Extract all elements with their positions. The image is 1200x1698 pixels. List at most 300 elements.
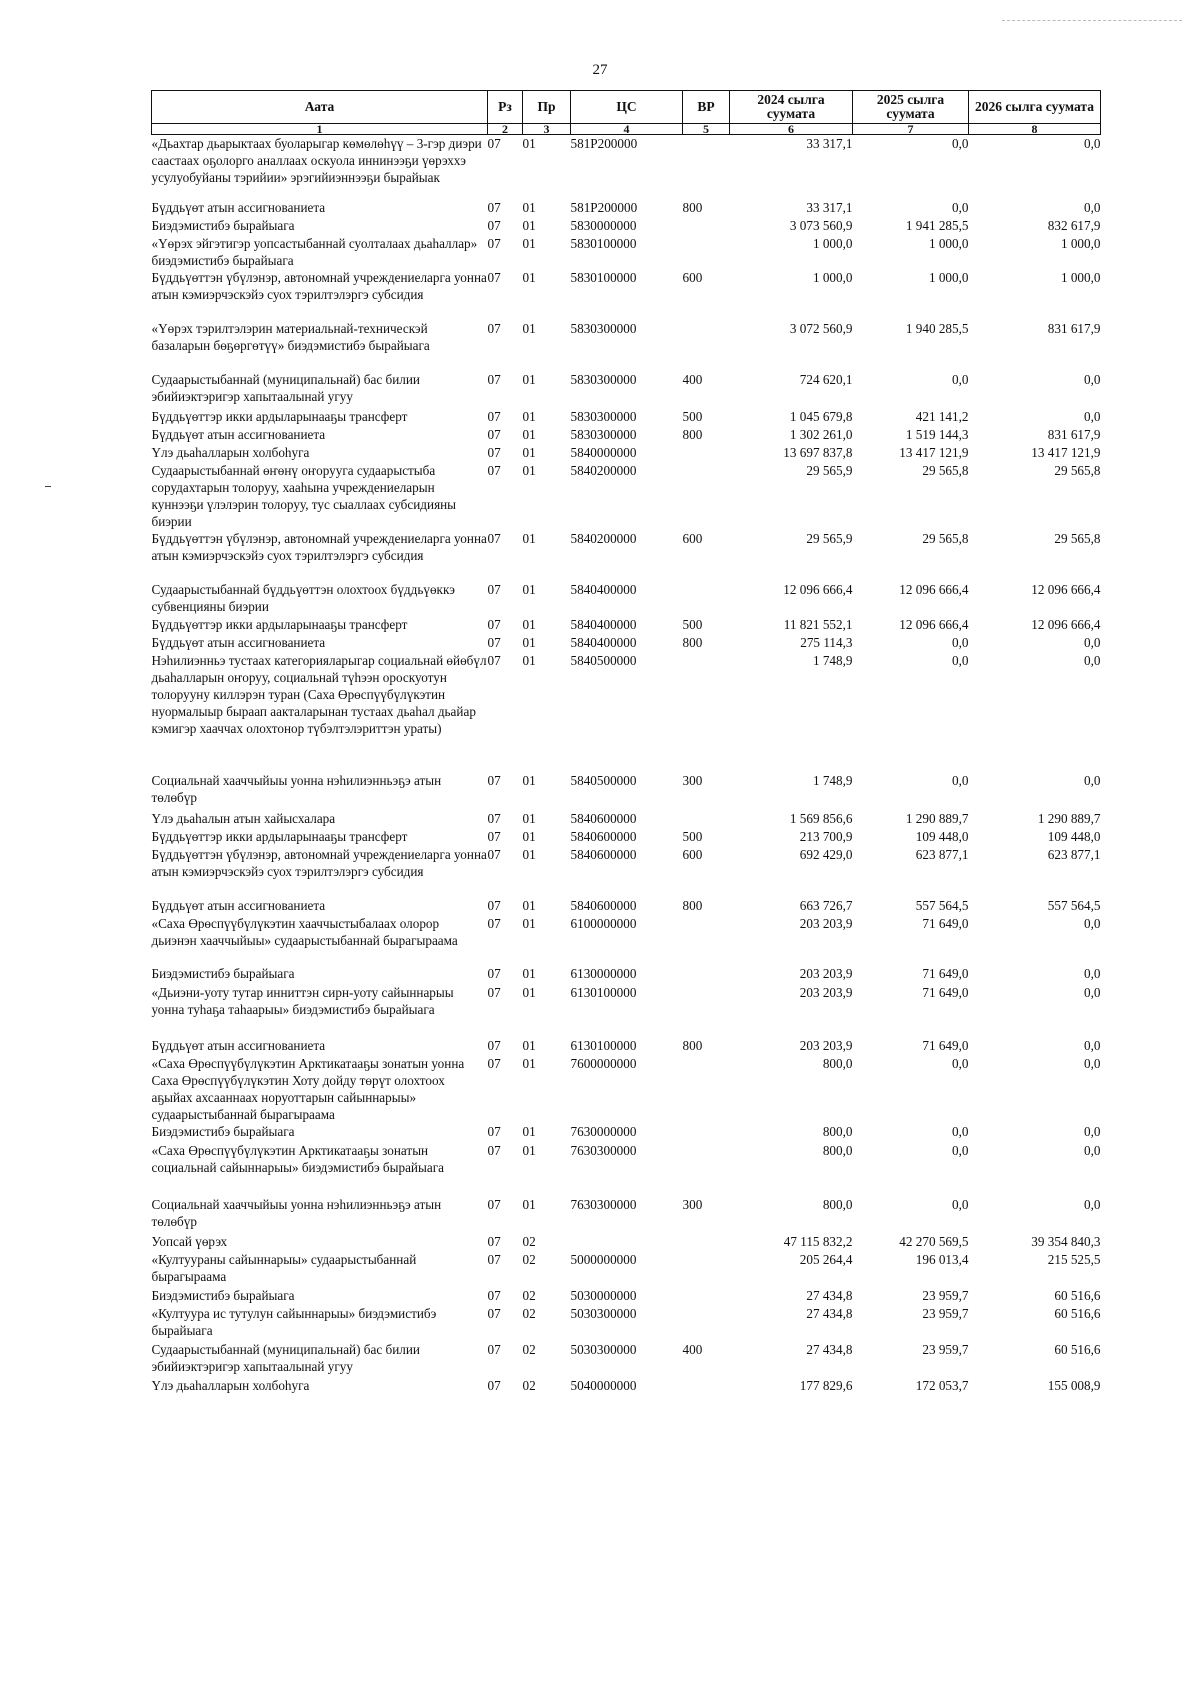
row-amount-2026: 1 290 889,7 bbox=[1037, 810, 1101, 826]
row-vr: 500 bbox=[682, 616, 703, 632]
row-amount-2025: 1 940 285,5 bbox=[905, 320, 969, 336]
row-name: «Үөрэх эйгэтигэр уопсастыбаннай суолталаах дьаһаллар» биэдэмистибэ бырайыага bbox=[151, 235, 478, 268]
row-rz: 07 bbox=[487, 371, 501, 387]
row-pr: 01 bbox=[522, 1142, 536, 1158]
row-rz: 07 bbox=[487, 772, 501, 788]
row-name: Судаарыстыбаннай өҥөнү оҥорууга судаарыстыба сорудахтарын толоруу, хааһына учреждениеларын куннээҕи үлэлэрин толоруу, тус сыаллаах субсидияны биэрии bbox=[151, 462, 457, 529]
row-cs: 5030300000 bbox=[570, 1341, 637, 1357]
row-amount-2025: 0,0 bbox=[952, 136, 969, 151]
row-name: «Култуура ис тутулун сайыннарыы» биэдэмистибэ бырайыага bbox=[151, 1305, 437, 1338]
row-amount-2025: 0,0 bbox=[952, 371, 969, 387]
table-row bbox=[152, 1287, 1101, 1305]
row-name: Биэдэмистибэ бырайыага bbox=[151, 1287, 295, 1303]
col-number: 6 bbox=[730, 124, 853, 135]
row-amount-2025: 71 649,0 bbox=[922, 965, 969, 981]
col-header-name: Аата bbox=[152, 91, 488, 124]
row-amount-2026: 0,0 bbox=[1084, 199, 1101, 215]
row-vr bbox=[683, 1305, 730, 1341]
row-rz: 07 bbox=[487, 217, 501, 233]
row-pr: 02 bbox=[522, 1341, 536, 1357]
row-amount-2025: 0,0 bbox=[952, 1196, 969, 1212]
table-row bbox=[152, 235, 1101, 269]
row-pr: 01 bbox=[522, 1123, 536, 1139]
row-cs: 7600000000 bbox=[570, 1055, 637, 1071]
table-row bbox=[152, 915, 1101, 965]
row-rz: 07 bbox=[487, 235, 501, 251]
row-amount-2026: 12 096 666,4 bbox=[1031, 581, 1101, 597]
row-amount-2024: 1 045 679,8 bbox=[789, 408, 853, 424]
row-name: Бүддьүөттэн үбүлэнэр, автономнай учреждениеларга уонна атын кэмиэрчэскэйэ суох тэрилтэлэргэ субсидия bbox=[151, 269, 487, 302]
row-cs: 7630300000 bbox=[570, 1142, 637, 1158]
col-header-rz: Рз bbox=[488, 91, 523, 124]
page-number: 27 bbox=[592, 62, 608, 78]
table-row bbox=[152, 828, 1101, 846]
row-name: Үлэ дьаһалларын холбоһуга bbox=[151, 444, 310, 460]
row-vr: 600 bbox=[682, 530, 703, 546]
row-name: Судаарыстыбаннай (муниципальнай) бас билии эбийиэктэригэр хапытаалынай угуу bbox=[151, 371, 420, 404]
budget-table bbox=[151, 90, 1101, 1395]
column-number-row bbox=[152, 124, 1101, 135]
row-vr bbox=[683, 652, 730, 772]
row-name: Биэдэмистибэ бырайыага bbox=[151, 1123, 295, 1139]
row-amount-2025: 0,0 bbox=[952, 772, 969, 788]
table-row bbox=[152, 426, 1101, 444]
row-amount-2025: 42 270 569,5 bbox=[899, 1233, 969, 1249]
row-pr: 01 bbox=[522, 444, 536, 460]
row-amount-2025: 12 096 666,4 bbox=[899, 616, 969, 632]
row-pr: 01 bbox=[522, 652, 536, 668]
table-row bbox=[152, 199, 1101, 217]
table-row bbox=[152, 1055, 1101, 1123]
row-name: Социальнай хааччыйыы уонна нэһилиэнньэҕэ атын төлөбүр bbox=[151, 1196, 442, 1229]
table-row bbox=[152, 810, 1101, 828]
row-amount-2026: 0,0 bbox=[1084, 408, 1101, 424]
row-amount-2026: 60 516,6 bbox=[1054, 1341, 1101, 1357]
row-vr bbox=[683, 320, 730, 371]
row-name: Бүддьүөттэр икки ардыларынааҕы трансферт bbox=[151, 408, 408, 424]
row-pr: 01 bbox=[522, 828, 536, 844]
row-amount-2025: 172 053,7 bbox=[915, 1377, 969, 1393]
row-amount-2026: 29 565,8 bbox=[1054, 530, 1101, 546]
row-cs: 6100000000 bbox=[570, 915, 637, 931]
col-header-2024: 2024 сылга суумата bbox=[730, 91, 853, 124]
col-header-2026: 2026 сылга суумата bbox=[969, 91, 1101, 124]
row-cs: 7630000000 bbox=[570, 1123, 637, 1139]
row-amount-2025: 109 448,0 bbox=[915, 828, 969, 844]
row-cs: 5840200000 bbox=[570, 462, 637, 478]
row-rz: 07 bbox=[487, 320, 501, 336]
row-name: Үлэ дьаһалын атын хайысхалара bbox=[151, 810, 336, 826]
row-pr: 01 bbox=[522, 320, 536, 336]
row-name: Бүддьүөт атын ассигнованиета bbox=[151, 199, 326, 215]
row-amount-2024: 177 829,6 bbox=[799, 1377, 853, 1393]
row-name: «Дьиэни-уоту тутар инниттэн сирн-уоту сайыннарыы уонна туһаҕа таһаарыы» биэдэмистибэ бырайыага bbox=[151, 984, 454, 1017]
row-pr: 01 bbox=[522, 235, 536, 251]
row-amount-2025: 1 519 144,3 bbox=[905, 426, 969, 442]
row-amount-2025: 23 959,7 bbox=[922, 1287, 969, 1303]
table-row bbox=[152, 965, 1101, 984]
row-vr bbox=[683, 135, 730, 199]
row-cs: 581P200000 bbox=[570, 136, 638, 151]
row-rz: 07 bbox=[487, 1251, 501, 1267]
table-row bbox=[152, 772, 1101, 810]
row-amount-2024: 203 203,9 bbox=[799, 984, 853, 1000]
col-number: 5 bbox=[683, 124, 730, 135]
row-name: Үлэ дьаһалларын холбоһуга bbox=[151, 1377, 310, 1393]
row-name: Судаарыстыбаннай (муниципальнай) бас билии эбийиэктэригэр хапытаалынай угуу bbox=[151, 1341, 420, 1374]
col-header-vr: ВР bbox=[683, 91, 730, 124]
table-row bbox=[152, 581, 1101, 616]
row-amount-2025: 0,0 bbox=[952, 634, 969, 650]
row-name: Судаарыстыбаннай бүддьүөттэн олохтоох бүддьүөккэ субвенцияны биэрии bbox=[151, 581, 455, 614]
row-amount-2025: 1 000,0 bbox=[928, 235, 969, 251]
row-amount-2024: 1 302 261,0 bbox=[789, 426, 853, 442]
row-pr: 01 bbox=[522, 772, 536, 788]
row-amount-2024: 1 748,9 bbox=[812, 772, 853, 788]
row-vr: 600 bbox=[682, 269, 703, 285]
row-pr: 01 bbox=[522, 897, 536, 913]
row-name: Бүддьүөт атын ассигнованиета bbox=[151, 897, 326, 913]
row-amount-2026: 0,0 bbox=[1084, 772, 1101, 788]
row-cs: 5830300000 bbox=[570, 371, 637, 387]
table-row bbox=[152, 530, 1101, 581]
row-amount-2025: 71 649,0 bbox=[922, 984, 969, 1000]
row-amount-2026: 29 565,8 bbox=[1054, 462, 1101, 478]
row-amount-2026: 623 877,1 bbox=[1047, 846, 1101, 862]
row-amount-2024: 29 565,9 bbox=[806, 462, 853, 478]
row-amount-2025: 0,0 bbox=[952, 199, 969, 215]
row-pr: 02 bbox=[522, 1251, 536, 1267]
row-name: Бүддьүөт атын ассигнованиета bbox=[151, 634, 326, 650]
row-vr bbox=[683, 581, 730, 616]
row-cs: 5840400000 bbox=[570, 634, 637, 650]
table-row bbox=[152, 217, 1101, 235]
row-pr: 01 bbox=[522, 371, 536, 387]
row-vr: 500 bbox=[682, 828, 703, 844]
row-amount-2024: 11 821 552,1 bbox=[783, 616, 853, 632]
row-amount-2026: 0,0 bbox=[1084, 1037, 1101, 1053]
table-row bbox=[152, 897, 1101, 915]
row-vr: 300 bbox=[682, 1196, 703, 1212]
col-number: 4 bbox=[571, 124, 683, 135]
row-amount-2024: 33 317,1 bbox=[806, 199, 853, 215]
row-name: Нэһилиэнньэ тустаах категорияларыгар социальнай өйөбүл дьаһалларын оҥоруу, социальнай түһээн ороскуотун толорууну киллэрэн туран (Саха Өрөспүүбүлүкэтин нуормалыыр быраап аакталарынан тустаах дьаһал дьайар кэмигэр хааччах олохтонор түбэлтэлэриттэн ураты) bbox=[151, 652, 487, 736]
row-cs: 5840600000 bbox=[570, 897, 637, 913]
row-rz: 07 bbox=[487, 408, 501, 424]
row-cs: 5840600000 bbox=[570, 846, 637, 862]
row-rz: 07 bbox=[487, 1287, 501, 1303]
row-amount-2024: 205 264,4 bbox=[799, 1251, 853, 1267]
col-header-pr: Пр bbox=[523, 91, 571, 124]
row-rz: 07 bbox=[487, 915, 501, 931]
row-pr: 02 bbox=[522, 1287, 536, 1303]
row-amount-2025: 0,0 bbox=[952, 1142, 969, 1158]
row-name: Биэдэмистибэ бырайыага bbox=[151, 217, 295, 233]
row-amount-2024: 1 748,9 bbox=[812, 652, 853, 668]
row-amount-2026: 0,0 bbox=[1084, 634, 1101, 650]
row-amount-2026: 557 564,5 bbox=[1047, 897, 1101, 913]
row-cs: 5030000000 bbox=[570, 1287, 637, 1303]
row-amount-2024: 800,0 bbox=[822, 1142, 853, 1158]
row-amount-2026: 0,0 bbox=[1084, 915, 1101, 931]
row-pr: 01 bbox=[522, 217, 536, 233]
row-cs bbox=[571, 1233, 683, 1251]
table-row bbox=[152, 1377, 1101, 1395]
row-amount-2026: 0,0 bbox=[1084, 652, 1101, 668]
row-cs: 5830300000 bbox=[570, 426, 637, 442]
row-cs: 5830100000 bbox=[570, 235, 637, 251]
row-rz: 07 bbox=[487, 1305, 501, 1321]
row-cs: 6130100000 bbox=[570, 984, 637, 1000]
row-rz: 07 bbox=[487, 530, 501, 546]
row-pr: 01 bbox=[522, 530, 536, 546]
row-pr: 01 bbox=[522, 426, 536, 442]
row-cs: 5840000000 bbox=[570, 444, 637, 460]
row-amount-2024: 800,0 bbox=[822, 1055, 853, 1071]
row-pr: 01 bbox=[522, 1196, 536, 1212]
row-amount-2025: 0,0 bbox=[952, 1123, 969, 1139]
row-pr: 01 bbox=[522, 581, 536, 597]
table-row bbox=[152, 408, 1101, 426]
row-amount-2024: 275 114,3 bbox=[800, 634, 853, 650]
row-cs: 6130000000 bbox=[570, 965, 637, 981]
row-pr: 01 bbox=[522, 462, 536, 478]
row-amount-2026: 831 617,9 bbox=[1047, 320, 1101, 336]
col-header-2025: 2025 сылга суумата bbox=[853, 91, 969, 124]
row-amount-2025: 623 877,1 bbox=[915, 846, 969, 862]
table-row bbox=[152, 616, 1101, 634]
table-row bbox=[152, 984, 1101, 1037]
row-rz: 07 bbox=[487, 652, 501, 668]
row-rz: 07 bbox=[487, 199, 501, 215]
row-amount-2025: 13 417 121,9 bbox=[899, 444, 969, 460]
row-amount-2026: 0,0 bbox=[1084, 1055, 1101, 1071]
row-rz: 07 bbox=[487, 897, 501, 913]
row-amount-2024: 29 565,9 bbox=[806, 530, 853, 546]
row-vr bbox=[683, 1142, 730, 1196]
table-row bbox=[152, 846, 1101, 897]
row-cs: 7630300000 bbox=[570, 1196, 637, 1212]
row-name: Бүддьүөттэн үбүлэнэр, автономнай учреждениеларга уонна атын кэмиэрчэскэйэ суох тэрилтэлэргэ субсидия bbox=[151, 846, 487, 879]
row-amount-2024: 203 203,9 bbox=[799, 915, 853, 931]
row-amount-2024: 27 434,8 bbox=[806, 1287, 853, 1303]
row-cs: 5830300000 bbox=[570, 320, 637, 336]
row-name: Бүддьүөт атын ассигнованиета bbox=[151, 426, 326, 442]
row-cs: 5840600000 bbox=[570, 810, 637, 826]
table-row bbox=[152, 1341, 1101, 1377]
row-pr: 01 bbox=[522, 984, 536, 1000]
row-vr: 800 bbox=[682, 897, 703, 913]
row-cs: 5830100000 bbox=[570, 269, 637, 285]
row-rz: 07 bbox=[487, 846, 501, 862]
table-row bbox=[152, 652, 1101, 772]
row-vr: 600 bbox=[682, 846, 703, 862]
row-pr: 01 bbox=[522, 846, 536, 862]
row-pr: 01 bbox=[522, 616, 536, 632]
row-vr bbox=[683, 915, 730, 965]
row-rz: 07 bbox=[487, 616, 501, 632]
row-pr: 01 bbox=[522, 965, 536, 981]
row-amount-2026: 39 354 840,3 bbox=[1031, 1233, 1101, 1249]
row-amount-2025: 0,0 bbox=[952, 1055, 969, 1071]
row-vr bbox=[683, 1123, 730, 1142]
row-amount-2026: 831 617,9 bbox=[1047, 426, 1101, 442]
table-row bbox=[152, 1142, 1101, 1196]
row-amount-2026: 12 096 666,4 bbox=[1031, 616, 1101, 632]
scan-margin-mark bbox=[45, 486, 51, 487]
table-row bbox=[152, 1123, 1101, 1142]
row-amount-2024: 213 700,9 bbox=[799, 828, 853, 844]
row-rz: 07 bbox=[487, 1341, 501, 1357]
row-cs: 5830000000 bbox=[570, 217, 637, 233]
row-cs: 5040000000 bbox=[570, 1377, 637, 1393]
col-number: 1 bbox=[152, 124, 488, 135]
row-amount-2026: 215 525,5 bbox=[1047, 1251, 1101, 1267]
row-amount-2026: 832 617,9 bbox=[1047, 217, 1101, 233]
row-rz: 07 bbox=[487, 1142, 501, 1158]
row-cs: 581P200000 bbox=[570, 199, 638, 215]
row-vr bbox=[683, 217, 730, 235]
row-rz: 07 bbox=[487, 1377, 501, 1393]
row-pr: 02 bbox=[522, 1305, 536, 1321]
row-vr bbox=[683, 235, 730, 269]
table-body bbox=[152, 135, 1101, 1395]
row-rz: 07 bbox=[487, 634, 501, 650]
row-amount-2026: 0,0 bbox=[1084, 1196, 1101, 1212]
row-pr: 01 bbox=[522, 1037, 536, 1053]
row-amount-2025: 12 096 666,4 bbox=[899, 581, 969, 597]
col-number: 8 bbox=[969, 124, 1101, 135]
row-pr: 01 bbox=[522, 136, 536, 151]
col-number: 3 bbox=[523, 124, 571, 135]
row-amount-2025: 23 959,7 bbox=[922, 1305, 969, 1321]
row-amount-2026: 0,0 bbox=[1084, 136, 1101, 151]
table-row bbox=[152, 444, 1101, 462]
row-amount-2025: 0,0 bbox=[952, 652, 969, 668]
row-rz: 07 bbox=[487, 965, 501, 981]
row-amount-2024: 3 073 560,9 bbox=[789, 217, 853, 233]
row-amount-2024: 1 000,0 bbox=[812, 269, 853, 285]
row-amount-2024: 203 203,9 bbox=[799, 1037, 853, 1053]
row-amount-2026: 13 417 121,9 bbox=[1031, 444, 1101, 460]
row-amount-2026: 109 448,0 bbox=[1047, 828, 1101, 844]
row-pr: 01 bbox=[522, 269, 536, 285]
row-amount-2026: 155 008,9 bbox=[1047, 1377, 1101, 1393]
row-name: «Саха Өрөспүүбүлүкэтин Арктикатааҕы зонатын социальнай сайыннарыы» биэдэмистибэ бырайыага bbox=[151, 1142, 444, 1175]
row-amount-2026: 0,0 bbox=[1084, 1142, 1101, 1158]
row-pr: 01 bbox=[522, 1055, 536, 1071]
row-vr bbox=[683, 444, 730, 462]
row-rz: 07 bbox=[487, 581, 501, 597]
row-pr: 02 bbox=[522, 1377, 536, 1393]
table-row bbox=[152, 1233, 1101, 1251]
row-name: Бүддьүөттэр икки ардыларынааҕы трансферт bbox=[151, 828, 408, 844]
row-rz: 07 bbox=[487, 828, 501, 844]
table-row bbox=[152, 1251, 1101, 1287]
row-amount-2024: 203 203,9 bbox=[799, 965, 853, 981]
row-cs: 5840400000 bbox=[570, 616, 637, 632]
row-amount-2026: 1 000,0 bbox=[1060, 235, 1101, 251]
row-rz: 07 bbox=[487, 984, 501, 1000]
row-vr bbox=[683, 1251, 730, 1287]
row-amount-2024: 1 569 856,6 bbox=[789, 810, 853, 826]
row-amount-2024: 27 434,8 bbox=[806, 1305, 853, 1321]
table-row bbox=[152, 634, 1101, 652]
row-cs: 5830300000 bbox=[570, 408, 637, 424]
row-vr bbox=[683, 984, 730, 1037]
row-cs: 5840200000 bbox=[570, 530, 637, 546]
row-rz: 07 bbox=[487, 1233, 501, 1249]
row-rz: 07 bbox=[487, 269, 501, 285]
row-name: «Дьахтар дьарыктаах буоларыгар көмөлөһүү – 3-гэр диэри саастаах оҕолорго аналлаах оскуола иннинээҕи үөрэххэ усулуобуйаны тэрийии» эрэгийиэннээҕи бырайыак bbox=[151, 136, 482, 185]
row-amount-2025: 196 013,4 bbox=[915, 1251, 969, 1267]
table-row bbox=[152, 320, 1101, 371]
row-name: Бүддьүөт атын ассигнованиета bbox=[151, 1037, 326, 1053]
row-vr: 300 bbox=[682, 772, 703, 788]
row-rz: 07 bbox=[487, 444, 501, 460]
row-vr bbox=[683, 810, 730, 828]
row-amount-2025: 1 000,0 bbox=[928, 269, 969, 285]
row-amount-2025: 1 290 889,7 bbox=[905, 810, 969, 826]
row-pr: 02 bbox=[522, 1233, 536, 1249]
row-amount-2024: 663 726,7 bbox=[799, 897, 853, 913]
row-amount-2024: 13 697 837,8 bbox=[783, 444, 853, 460]
row-rz: 07 bbox=[487, 426, 501, 442]
table-row bbox=[152, 371, 1101, 408]
row-amount-2024: 47 115 832,2 bbox=[783, 1233, 853, 1249]
row-cs: 5000000000 bbox=[570, 1251, 637, 1267]
row-amount-2026: 60 516,6 bbox=[1054, 1287, 1101, 1303]
table-row bbox=[152, 135, 1101, 199]
row-name: «Саха Өрөспүүбүлүкэтин Арктикатааҕы зонатын уонна Саха Өрөспүүбүлүкэтин Хоту дойду төрүт олохтоох аҕыйах ахсааннаах норуоттарын сайыннарыы» судаарыстыбаннай бырагыраама bbox=[151, 1055, 465, 1122]
col-header-cs: ЦС bbox=[571, 91, 683, 124]
row-amount-2024: 3 072 560,9 bbox=[789, 320, 853, 336]
row-rz: 07 bbox=[487, 1123, 501, 1139]
row-amount-2026: 0,0 bbox=[1084, 1123, 1101, 1139]
col-number: 7 bbox=[853, 124, 969, 135]
row-amount-2026: 1 000,0 bbox=[1060, 269, 1101, 285]
row-vr: 400 bbox=[682, 371, 703, 387]
row-amount-2024: 692 429,0 bbox=[799, 846, 853, 862]
row-amount-2026: 60 516,6 bbox=[1054, 1305, 1101, 1321]
row-amount-2025: 1 941 285,5 bbox=[905, 217, 969, 233]
row-vr bbox=[683, 1055, 730, 1123]
row-amount-2026: 0,0 bbox=[1084, 371, 1101, 387]
row-amount-2025: 71 649,0 bbox=[922, 915, 969, 931]
col-number: 2 bbox=[488, 124, 523, 135]
row-rz: 07 bbox=[487, 1196, 501, 1212]
row-amount-2024: 33 317,1 bbox=[806, 136, 853, 151]
row-name: Биэдэмистибэ бырайыага bbox=[151, 965, 295, 981]
row-amount-2025: 71 649,0 bbox=[922, 1037, 969, 1053]
row-vr bbox=[683, 1233, 730, 1251]
row-vr bbox=[683, 1287, 730, 1305]
row-amount-2025: 557 564,5 bbox=[915, 897, 969, 913]
row-rz: 07 bbox=[487, 1037, 501, 1053]
row-pr: 01 bbox=[522, 915, 536, 931]
row-pr: 01 bbox=[522, 634, 536, 650]
row-vr: 400 bbox=[682, 1341, 703, 1357]
table-row bbox=[152, 462, 1101, 530]
row-amount-2025: 421 141,2 bbox=[915, 408, 969, 424]
row-amount-2026: 0,0 bbox=[1084, 965, 1101, 981]
row-rz: 07 bbox=[487, 1055, 501, 1071]
header-row bbox=[152, 91, 1101, 124]
row-cs: 5840500000 bbox=[570, 772, 637, 788]
row-amount-2025: 29 565,8 bbox=[922, 462, 969, 478]
row-rz: 07 bbox=[487, 810, 501, 826]
row-pr: 01 bbox=[522, 199, 536, 215]
